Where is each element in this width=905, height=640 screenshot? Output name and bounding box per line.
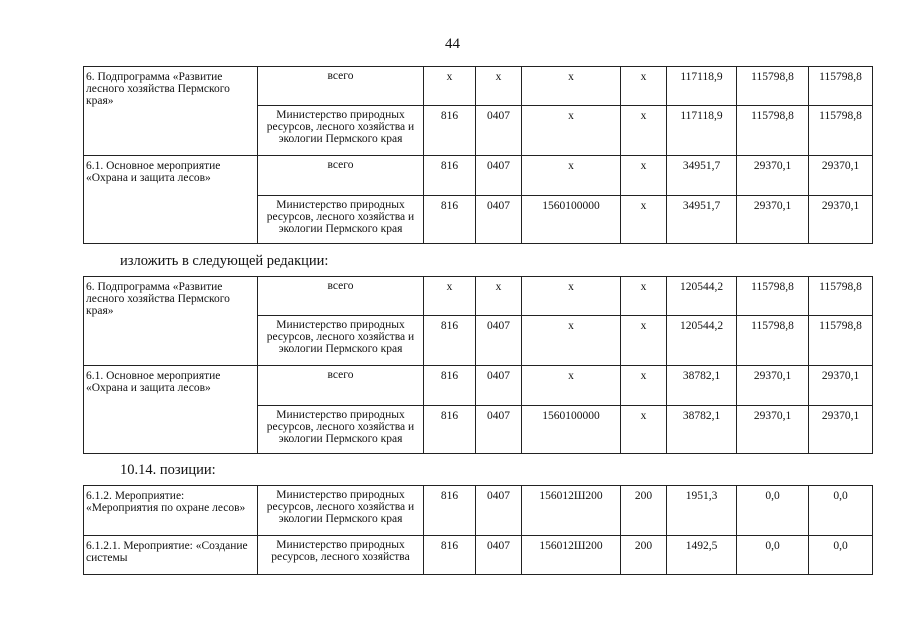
expense-type-cell: х — [621, 156, 667, 196]
target-article-cell: х — [522, 316, 621, 366]
section-code-cell: 0407 — [476, 316, 522, 366]
section-code-cell: 0407 — [476, 536, 522, 575]
ministry-code-cell: 816 — [424, 536, 476, 575]
expense-type-cell: 200 — [621, 536, 667, 575]
value-year2-cell: 0,0 — [737, 536, 809, 575]
target-article-cell: х — [522, 106, 621, 156]
ministry-code-cell: 816 — [424, 316, 476, 366]
program-name-cell: 6.1. Основное мероприятие «Охрана и защита лесов» — [84, 366, 258, 454]
section-code-cell: х — [476, 277, 522, 316]
ministry-code-cell: 816 — [424, 196, 476, 244]
target-article-cell: 1560100000 — [522, 406, 621, 454]
expense-type-cell: х — [621, 366, 667, 406]
ministry-code-cell: 816 — [424, 406, 476, 454]
ministry-code-cell: 816 — [424, 486, 476, 536]
value-year2-cell: 115798,8 — [737, 67, 809, 106]
section-instruction-text: изложить в следующей редакции: — [120, 253, 329, 269]
expense-type-cell: 200 — [621, 486, 667, 536]
section-heading-text: 10.14. позиции: — [120, 462, 216, 478]
value-year3-cell: 115798,8 — [809, 277, 873, 316]
section-code-cell: 0407 — [476, 156, 522, 196]
org-cell: всего — [258, 277, 424, 316]
org-cell: Министерство природных ресурсов, лесного хозяйства и экологии Пермского края — [258, 106, 424, 156]
org-cell: Министерство природных ресурсов, лесного хозяйства и экологии Пермского края — [258, 196, 424, 244]
value-year1-cell: 117118,9 — [667, 67, 737, 106]
value-year1-cell: 34951,7 — [667, 156, 737, 196]
value-year3-cell: 115798,8 — [809, 106, 873, 156]
expense-type-cell: х — [621, 196, 667, 244]
expense-type-cell: х — [621, 67, 667, 106]
value-year3-cell: 29370,1 — [809, 196, 873, 244]
value-year2-cell: 0,0 — [737, 486, 809, 536]
ministry-code-cell: 816 — [424, 156, 476, 196]
table-row — [84, 366, 873, 406]
program-name-cell: 6. Подпрограмма «Развитие лесного хозяйства Пермского края» — [84, 277, 258, 366]
expense-type-cell: х — [621, 106, 667, 156]
value-year2-cell: 115798,8 — [737, 106, 809, 156]
section-code-cell: 0407 — [476, 366, 522, 406]
expense-type-cell: х — [621, 406, 667, 454]
value-year1-cell: 1951,3 — [667, 486, 737, 536]
expense-type-cell: х — [621, 277, 667, 316]
value-year1-cell: 34951,7 — [667, 196, 737, 244]
page-number: 44 — [445, 36, 460, 52]
value-year1-cell: 38782,1 — [667, 406, 737, 454]
value-year1-cell: 38782,1 — [667, 366, 737, 406]
value-year3-cell: 115798,8 — [809, 67, 873, 106]
value-year1-cell: 117118,9 — [667, 106, 737, 156]
ministry-code-cell: 816 — [424, 366, 476, 406]
program-name-cell: 6.1.2.1. Мероприятие: «Создание системы — [84, 536, 258, 575]
table-row — [84, 536, 873, 575]
value-year3-cell: 0,0 — [809, 536, 873, 575]
target-article-cell: 156012Ш200 — [522, 536, 621, 575]
table-row — [84, 277, 873, 316]
program-name-cell: 6.1.2. Мероприятие: «Мероприятия по охране лесов» — [84, 486, 258, 536]
target-article-cell: 156012Ш200 — [522, 486, 621, 536]
positions-table — [83, 485, 873, 575]
table-row — [84, 486, 873, 536]
target-article-cell: х — [522, 67, 621, 106]
target-article-cell: 1560100000 — [522, 196, 621, 244]
value-year2-cell: 115798,8 — [737, 277, 809, 316]
target-article-cell: х — [522, 156, 621, 196]
value-year3-cell: 0,0 — [809, 486, 873, 536]
org-cell: Министерство природных ресурсов, лесного хозяйства и экологии Пермского края — [258, 316, 424, 366]
ministry-code-cell: 816 — [424, 106, 476, 156]
ministry-code-cell: х — [424, 277, 476, 316]
org-cell: всего — [258, 67, 424, 106]
org-cell: всего — [258, 156, 424, 196]
value-year2-cell: 115798,8 — [737, 316, 809, 366]
budget-table-before — [83, 66, 873, 244]
value-year1-cell: 120544,2 — [667, 316, 737, 366]
value-year1-cell: 1492,5 — [667, 536, 737, 575]
program-name-cell: 6.1. Основное мероприятие «Охрана и защита лесов» — [84, 156, 258, 244]
section-code-cell: 0407 — [476, 406, 522, 454]
value-year2-cell: 29370,1 — [737, 406, 809, 454]
value-year1-cell: 120544,2 — [667, 277, 737, 316]
section-code-cell: х — [476, 67, 522, 106]
table-row — [84, 67, 873, 106]
target-article-cell: х — [522, 366, 621, 406]
value-year3-cell: 29370,1 — [809, 366, 873, 406]
value-year3-cell: 29370,1 — [809, 406, 873, 454]
program-name-cell: 6. Подпрограмма «Развитие лесного хозяйства Пермского края» — [84, 67, 258, 156]
expense-type-cell: х — [621, 316, 667, 366]
value-year2-cell: 29370,1 — [737, 196, 809, 244]
value-year2-cell: 29370,1 — [737, 156, 809, 196]
target-article-cell: х — [522, 277, 621, 316]
budget-table-after — [83, 276, 873, 454]
value-year3-cell: 115798,8 — [809, 316, 873, 366]
value-year2-cell: 29370,1 — [737, 366, 809, 406]
org-cell: Министерство природных ресурсов, лесного хозяйства — [258, 536, 424, 575]
section-code-cell: 0407 — [476, 486, 522, 536]
ministry-code-cell: х — [424, 67, 476, 106]
value-year3-cell: 29370,1 — [809, 156, 873, 196]
table-row — [84, 156, 873, 196]
org-cell: Министерство природных ресурсов, лесного хозяйства и экологии Пермского края — [258, 406, 424, 454]
org-cell: Министерство природных ресурсов, лесного хозяйства и экологии Пермского края — [258, 486, 424, 536]
org-cell: всего — [258, 366, 424, 406]
section-code-cell: 0407 — [476, 196, 522, 244]
section-code-cell: 0407 — [476, 106, 522, 156]
